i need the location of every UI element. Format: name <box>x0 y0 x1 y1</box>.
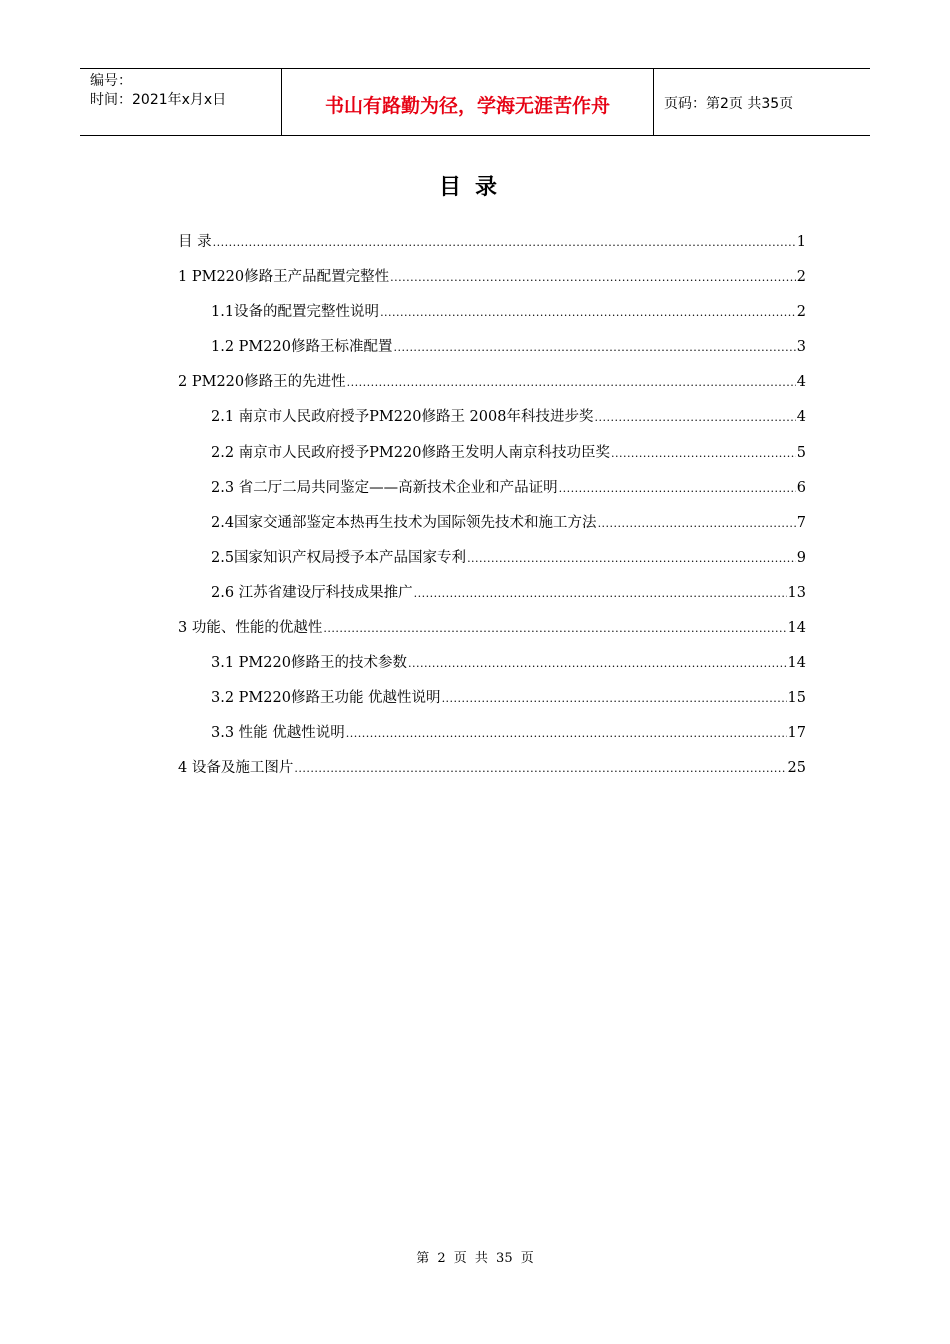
toc-entry-page-number: 3 <box>796 339 806 356</box>
toc-entry-label: 2.3 省二厅二局共同鉴定——高新技术企业和产品证明 <box>211 479 558 496</box>
header-meta <box>80 69 282 135</box>
toc-leader-dots <box>414 582 787 606</box>
page-title: 目录 <box>438 175 511 200</box>
toc-entry-page-number: 14 <box>787 620 806 637</box>
toc-entry-label: 目 录 <box>178 234 212 250</box>
toc-leader-dots <box>467 547 796 571</box>
toc-entry[interactable] <box>178 300 806 335</box>
toc-entry-page-number: 2 <box>796 269 806 286</box>
toc-entry-label: 2 PM220修路王的先进性 <box>178 374 346 391</box>
toc-entry[interactable] <box>178 335 806 370</box>
toc-leader-dots <box>347 371 796 395</box>
toc-entry[interactable] <box>178 230 806 265</box>
toc-entry-label: 3 功能、性能的优越性 <box>178 620 323 637</box>
toc-leader-dots <box>559 477 796 501</box>
toc-entry[interactable] <box>178 686 806 721</box>
toc-leader-dots <box>380 301 796 325</box>
toc-entry-page-number: 7 <box>796 514 806 531</box>
toc-entry-page-number: 9 <box>796 549 806 566</box>
toc-entry[interactable] <box>178 546 806 581</box>
toc-entry-label: 1.1设备的配置完整性说明 <box>211 304 380 321</box>
toc-entry[interactable] <box>178 441 806 476</box>
toc-entry[interactable] <box>178 405 806 440</box>
toc-leader-dots <box>611 442 796 466</box>
toc-entry-page-number: 1 <box>796 234 806 250</box>
header-time-label: 时间：2021年x月x日 <box>90 92 227 108</box>
toc-entry[interactable] <box>178 651 806 686</box>
toc-leader-dots <box>442 687 787 711</box>
toc-entry-page-number: 14 <box>787 655 806 672</box>
toc-entry[interactable] <box>178 370 806 405</box>
toc-leader-dots <box>346 722 787 746</box>
toc-entry-page-number: 13 <box>787 584 806 601</box>
toc-entry[interactable] <box>178 616 806 651</box>
toc-entry-label: 3.1 PM220修路王的技术参数 <box>211 655 407 672</box>
toc-leader-dots <box>390 266 796 290</box>
toc-entry-label: 2.4国家交通部鉴定本热再生技术为国际领先技术和施工方法 <box>211 514 597 531</box>
toc-entry-page-number: 6 <box>796 479 806 496</box>
toc-entry-label: 3.3 性能 优越性说明 <box>211 725 345 742</box>
toc-entry-label: 2.6 江苏省建设厅科技成果推广 <box>211 584 413 601</box>
toc-entry-label: 3.2 PM220修路王功能 优越性说明 <box>211 690 441 707</box>
toc-leader-dots <box>598 512 796 536</box>
toc-entry[interactable] <box>178 511 806 546</box>
toc-leader-dots <box>323 617 786 641</box>
header-number-label: 编号： <box>90 73 132 89</box>
page-header <box>80 68 870 136</box>
toc-entry-label: 1.2 PM220修路王标准配置 <box>211 339 393 356</box>
toc-entry-label: 2.1 南京市人民政府授予PM220修路王 2008年科技进步奖 <box>211 409 594 426</box>
toc-entry-page-number: 4 <box>796 374 806 391</box>
toc-leader-dots <box>213 231 796 255</box>
toc-entry[interactable] <box>178 265 806 300</box>
toc-entry-page-number: 25 <box>787 760 806 777</box>
toc-entry-page-number: 5 <box>796 444 806 461</box>
table-of-contents <box>178 230 806 792</box>
toc-entry[interactable] <box>178 476 806 511</box>
page-footer: 第 2 页 共 35 页 <box>416 1251 534 1266</box>
toc-entry-page-number: 17 <box>787 725 806 742</box>
toc-entry-label: 4 设备及施工图片 <box>178 760 294 777</box>
toc-entry[interactable] <box>178 721 806 756</box>
toc-leader-dots <box>294 757 786 781</box>
toc-entry[interactable] <box>178 581 806 616</box>
toc-entry-page-number: 15 <box>787 690 806 707</box>
header-motto: 书山有路勤为径，学海无涯苦作舟 <box>282 69 654 135</box>
toc-entry-page-number: 2 <box>796 304 806 321</box>
header-page-info: 页码：第2页 共35页 <box>664 96 794 112</box>
toc-entry-label: 2.2 南京市人民政府授予PM220修路王发明人南京科技功臣奖 <box>211 444 610 461</box>
toc-entry-label: 2.5国家知识产权局授予本产品国家专利 <box>211 549 467 566</box>
toc-entry-page-number: 4 <box>796 409 806 426</box>
toc-entry-label: 1 PM220修路王产品配置完整性 <box>178 269 390 286</box>
toc-leader-dots <box>393 336 795 360</box>
toc-leader-dots <box>408 652 787 676</box>
toc-leader-dots <box>594 406 795 430</box>
toc-entry[interactable] <box>178 756 806 791</box>
